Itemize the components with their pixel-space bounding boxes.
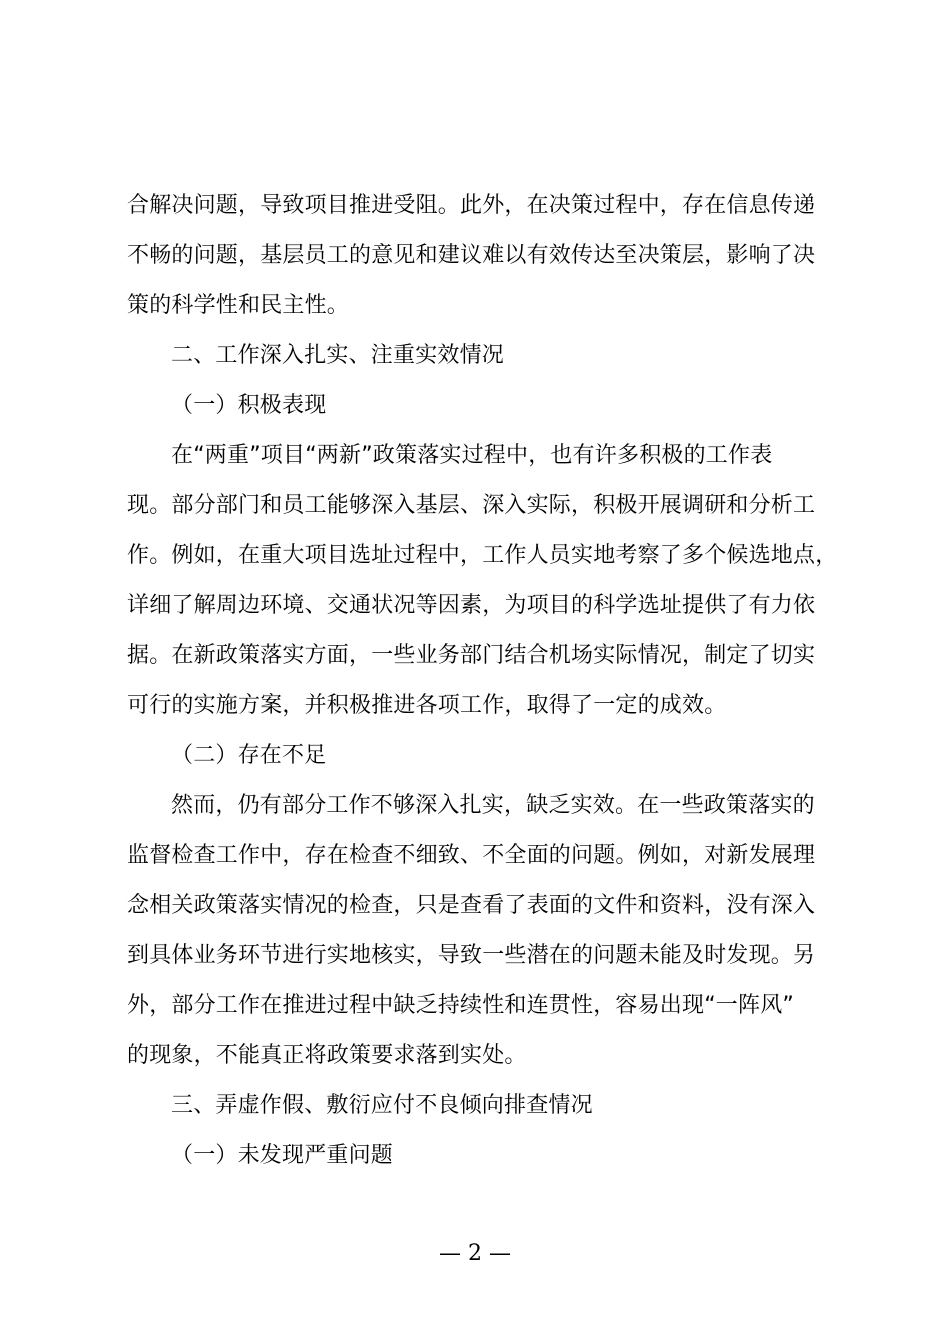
body-text [127,181,847,1181]
text-line: 监督检查工作中，存在检查不细致、不全面的问题。例如，对新发展理 [127,843,816,868]
subsection-heading-positive: （一）积极表现 [171,393,327,418]
text-line: 作。例如，在重大项目选址过程中，工作人员实地考察了多个候选地点， [127,543,838,568]
text-line: 的现象，不能真正将政策要求落到实处。 [127,1043,527,1068]
subsection-heading-no-serious-issues: （一）未发现严重问题 [171,1143,394,1168]
text-line: 据。在新政策落实方面，一些业务部门结合机场实际情况，制定了切实 [127,643,816,668]
text-line: 外，部分工作在推进过程中缺乏持续性和连贯性，容易出现“一阵风” [127,993,794,1018]
text-line: 合解决问题，导致项目推进受阻。此外，在决策过程中，存在信息传递 [127,193,816,218]
page-number: — 2 — [439,1241,511,1266]
text-line: 可行的实施方案，并积极推进各项工作，取得了一定的成效。 [127,693,727,718]
text-line: 详细了解周边环境、交通状况等因素，为项目的科学选址提供了有力依 [127,593,816,618]
text-line: 不畅的问题，基层员工的意见和建议难以有效传达至决策层，影响了决 [127,243,816,268]
text-line: 到具体业务环节进行实地核实，导致一些潜在的问题未能及时发现。另 [127,943,816,968]
paragraph-start: 在“两重”项目“两新”政策落实过程中，也有许多积极的工作表 [171,443,773,468]
text-line: 念相关政策落实情况的检查，只是查看了表面的文件和资料，没有深入 [127,893,816,918]
text-line: 策的科学性和民主性。 [127,293,350,318]
section-heading-2: 二、工作深入扎实、注重实效情况 [171,343,505,368]
subsection-heading-shortcomings: （二）存在不足 [171,743,327,768]
paragraph-start: 然而，仍有部分工作不够深入扎实，缺乏实效。在一些政策落实的 [171,793,815,818]
text-line: 现。部分部门和员工能够深入基层、深入实际，积极开展调研和分析工 [127,493,816,518]
section-heading-3: 三、弄虚作假、敷衍应付不良倾向排查情况 [171,1093,593,1118]
